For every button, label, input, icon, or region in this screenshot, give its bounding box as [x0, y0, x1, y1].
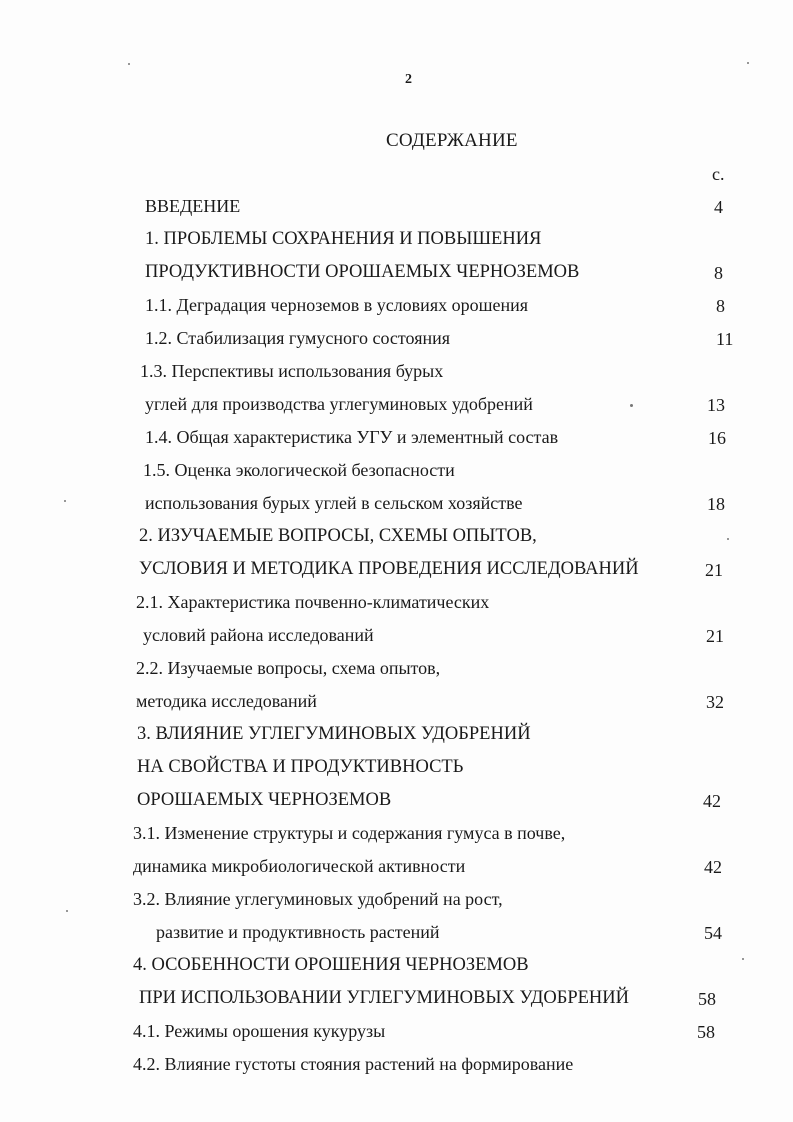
toc-entry-page: 21	[706, 626, 724, 646]
toc-entry-page: 58	[697, 1022, 715, 1042]
toc-entry-text: углей для производства углегуминовых удобрений	[145, 394, 533, 414]
toc-entry-page: 4	[714, 197, 723, 217]
toc-entry-text: 4.2. Влияние густоты стояния растений на формирование	[133, 1054, 574, 1074]
toc-entry-text: 2.2. Изучаемые вопросы, схема опытов,	[136, 658, 441, 678]
toc-entry-page: 42	[704, 857, 722, 877]
scan-speck	[630, 404, 633, 407]
toc-entry-page: 32	[706, 692, 724, 712]
toc-title: СОДЕРЖАНИЕ	[386, 130, 518, 151]
toc-entry-text: УСЛОВИЯ И МЕТОДИКА ПРОВЕДЕНИЯ ИССЛЕДОВАНИЙ	[139, 559, 639, 579]
toc-entry-text: 1.4. Общая характеристика УГУ и элементный состав	[145, 427, 559, 447]
scan-speck	[64, 500, 66, 502]
toc-entry-text: 1.2. Стабилизация гумусного состояния	[145, 328, 451, 348]
toc-entry-text: НА СВОЙСТВА И ПРОДУКТИВНОСТЬ	[137, 757, 464, 777]
scan-speck	[742, 958, 744, 960]
toc-entry-text: 4. ОСОБЕННОСТИ ОРОШЕНИЯ ЧЕРНОЗЕМОВ	[133, 955, 529, 975]
toc-entry-text: условий района исследований	[143, 625, 374, 645]
toc-entry-text: методика исследований	[136, 691, 317, 711]
toc-entry-page: 54	[704, 923, 722, 943]
toc-entry-text: развитие и продуктивность растений	[156, 922, 440, 942]
toc-entry-text: 1.5. Оценка экологической безопасности	[143, 460, 455, 480]
toc-entry-page: 58	[698, 989, 716, 1009]
toc-entry-page: 11	[716, 329, 734, 349]
toc-entry-page: 21	[705, 560, 723, 580]
toc-entry-text: 1. ПРОБЛЕМЫ СОХРАНЕНИЯ И ПОВЫШЕНИЯ	[145, 229, 542, 249]
toc-entry-text: 1.1. Деградация черноземов в условиях орошения	[145, 295, 528, 315]
toc-entry-page: 8	[714, 263, 723, 283]
page-number: 2	[405, 72, 412, 87]
scan-speck	[128, 63, 130, 65]
toc-entry-text: 1.3. Перспективы использования бурых	[140, 361, 444, 381]
toc-entry-text: ОРОШАЕМЫХ ЧЕРНОЗЕМОВ	[137, 790, 392, 810]
toc-entry-page: 42	[703, 791, 721, 811]
toc-entry-text: ВВЕДЕНИЕ	[145, 196, 241, 216]
toc-entry-text: ПРИ ИСПОЛЬЗОВАНИИ УГЛЕГУМИНОВЫХ УДОБРЕНИЙ	[139, 988, 629, 1008]
toc-entry-page: 13	[707, 395, 725, 415]
toc-entry-page: 16	[708, 428, 726, 448]
scan-speck	[747, 62, 749, 64]
toc-entry-text: 2.1. Характеристика почвенно-климатических	[136, 592, 490, 612]
toc-entry-text: 4.1. Режимы орошения кукурузы	[133, 1021, 386, 1041]
toc-entry-page: 8	[716, 296, 725, 316]
toc-entry-text: 3.1. Изменение структуры и содержания гумуса в почве,	[133, 823, 566, 843]
scan-speck	[66, 910, 68, 912]
toc-entry-text: 3. ВЛИЯНИЕ УГЛЕГУМИНОВЫХ УДОБРЕНИЙ	[137, 724, 531, 744]
toc-entry-text: динамика микробиологической активности	[133, 856, 466, 876]
toc-entry-text: ПРОДУКТИВНОСТИ ОРОШАЕМЫХ ЧЕРНОЗЕМОВ	[145, 262, 580, 282]
toc-entry-page: 18	[707, 494, 725, 514]
toc-entry-text: 2. ИЗУЧАЕМЫЕ ВОПРОСЫ, СХЕМЫ ОПЫТОВ,	[139, 526, 537, 546]
page-column-header: с.	[712, 164, 725, 184]
toc-entry-text: использования бурых углей в сельском хозяйстве	[145, 493, 523, 513]
toc-entry-text: 3.2. Влияние углегуминовых удобрений на рост,	[133, 889, 503, 909]
scan-speck	[727, 538, 729, 540]
